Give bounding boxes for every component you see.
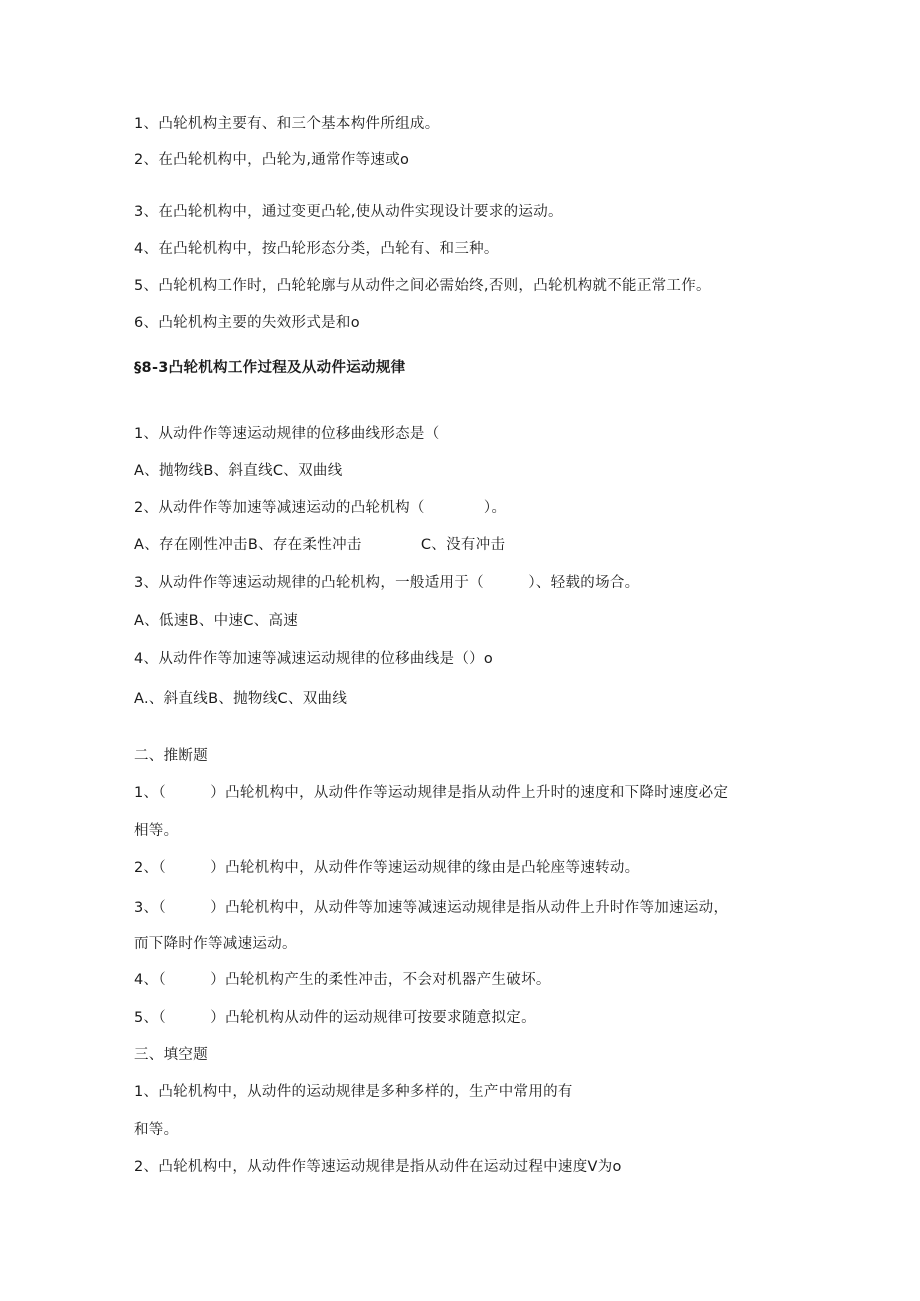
section-heading-8-3: §8-3凸轮机构工作过程及从动件运动规律 — [134, 360, 406, 376]
fill-q1: 1、凸轮机构中，从动件的运动规律是多种多样的，生产中常用的有 — [134, 1084, 573, 1100]
fill-q1-cont: 和等。 — [134, 1122, 179, 1138]
judge-q2: 2、（ ）凸轮机构中，从动件作等速运动规律的缘由是凸轮座等速转动。 — [134, 860, 640, 876]
fill-q2: 2、凸轮机构中，从动件作等速运动规律是指从动件在运动过程中速度V为o — [134, 1159, 622, 1175]
section-heading-judgement: 二、推断题 — [134, 748, 208, 764]
choice-q1-options: A、抛物线B、斜直线C、双曲线 — [134, 463, 343, 479]
choice-q1: 1、从动件作等速运动规律的位移曲线形态是（ — [134, 426, 440, 442]
judge-q5: 5、（ ）凸轮机构从动件的运动规律可按要求随意拟定。 — [134, 1010, 536, 1026]
fill-blank-q6: 6、凸轮机构主要的失效形式是和o — [134, 315, 360, 331]
choice-q3: 3、从动件作等速运动规律的凸轮机构，一般适用于（ ）、轻载的场合。 — [134, 575, 640, 591]
fill-blank-q5: 5、凸轮机构工作时，凸轮轮廓与从动件之间必需始终,否则，凸轮机构就不能正常工作。 — [134, 278, 711, 294]
fill-blank-q4: 4、在凸轮机构中，按凸轮形态分类，凸轮有、和三种。 — [134, 241, 499, 257]
judge-q3-cont: 而下降时作等减速运动。 — [134, 936, 297, 952]
choice-q3-options: A、低速B、中速C、高速 — [134, 613, 299, 629]
judge-q3: 3、（ ）凸轮机构中，从动件等加速等减速运动规律是指从动件上升时作等加速运动， — [134, 900, 729, 916]
choice-q2-options: A、存在刚性冲击B、存在柔性冲击 C、没有冲击 — [134, 537, 506, 553]
judge-q1: 1、（ ）凸轮机构中，从动件作等运动规律是指从动件上升时的速度和下降时速度必定 — [134, 785, 729, 801]
fill-blank-q2: 2、在凸轮机构中，凸轮为,通常作等速或o — [134, 152, 410, 168]
fill-blank-q1: 1、凸轮机构主要有、和三个基本构件所组成。 — [134, 116, 440, 132]
choice-q4-options: A.、斜直线B、抛物线C、双曲线 — [134, 691, 348, 707]
fill-blank-q3: 3、在凸轮机构中，通过变更凸轮,使从动件实现设计要求的运动。 — [134, 204, 563, 220]
choice-q4: 4、从动件作等加速等减速运动规律的位移曲线是（）o — [134, 651, 494, 667]
judge-q4: 4、（ ）凸轮机构产生的柔性冲击，不会对机器产生破坏。 — [134, 972, 551, 988]
section-heading-fill: 三、填空题 — [134, 1047, 208, 1063]
choice-q2: 2、从动件作等加速等减速运动的凸轮机构（ ）。 — [134, 500, 507, 516]
judge-q1-cont: 相等。 — [134, 823, 179, 839]
